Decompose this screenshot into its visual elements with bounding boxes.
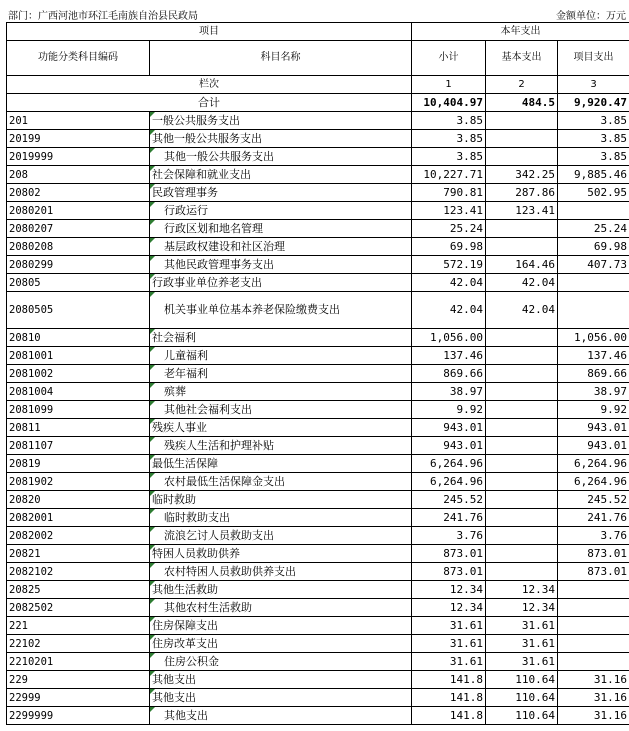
row-code: 2081099 [7, 401, 150, 419]
row-basic: 31.61 [486, 617, 558, 635]
budget-table [6, 22, 629, 725]
row-name: 残疾人事业 [150, 419, 412, 437]
row-name: 住房公积金 [150, 653, 412, 671]
row-code: 2080505 [7, 292, 150, 329]
table-row [7, 437, 629, 455]
name-header: 科目名称 [150, 41, 412, 76]
row-subtotal: 3.85 [412, 130, 486, 148]
cell-marker-icon [150, 347, 155, 352]
table-row [7, 527, 629, 545]
row-name: 其他支出 [150, 671, 412, 689]
row-basic [486, 347, 558, 365]
row-basic [486, 329, 558, 347]
row-code: 208 [7, 166, 150, 184]
row-code: 20820 [7, 491, 150, 509]
header-row-2 [7, 41, 629, 76]
code-header: 功能分类科目编码 [7, 41, 150, 76]
table-row [7, 671, 629, 689]
row-project: 69.98 [558, 238, 629, 256]
cell-marker-icon [150, 563, 155, 568]
row-code: 2081902 [7, 473, 150, 491]
row-subtotal: 3.85 [412, 148, 486, 166]
row-basic [486, 220, 558, 238]
row-name: 机关事业单位基本养老保险缴费支出 [150, 292, 412, 329]
row-name: 行政事业单位养老支出 [150, 274, 412, 292]
row-project: 3.76 [558, 527, 629, 545]
row-subtotal: 141.8 [412, 689, 486, 707]
row-basic: 31.61 [486, 653, 558, 671]
row-code: 20802 [7, 184, 150, 202]
row-code: 2210201 [7, 653, 150, 671]
row-name: 临时救助支出 [150, 509, 412, 527]
cell-marker-icon [150, 455, 155, 460]
row-basic [486, 455, 558, 473]
row-subtotal: 572.19 [412, 256, 486, 274]
row-name: 住房保障支出 [150, 617, 412, 635]
total-subtotal: 10,404.97 [412, 94, 486, 112]
total-project: 9,920.47 [558, 94, 629, 112]
row-basic [486, 383, 558, 401]
cell-marker-icon [150, 509, 155, 514]
row-project [558, 617, 629, 635]
row-code: 2080207 [7, 220, 150, 238]
table-row [7, 563, 629, 581]
table-row [7, 148, 629, 166]
row-name: 行政区划和地名管理 [150, 220, 412, 238]
table-row [7, 292, 629, 329]
row-project: 241.76 [558, 509, 629, 527]
cell-marker-icon [150, 292, 155, 297]
table-row [7, 635, 629, 653]
row-project: 869.66 [558, 365, 629, 383]
row-subtotal: 245.52 [412, 491, 486, 509]
table-row [7, 112, 629, 130]
cell-marker-icon [150, 256, 155, 261]
row-basic: 123.41 [486, 202, 558, 220]
row-name: 残疾人生活和护理补贴 [150, 437, 412, 455]
table-row [7, 689, 629, 707]
row-subtotal: 12.34 [412, 599, 486, 617]
cell-marker-icon [150, 527, 155, 532]
row-subtotal: 141.8 [412, 671, 486, 689]
cell-marker-icon [150, 401, 155, 406]
row-project: 9,885.46 [558, 166, 629, 184]
row-project: 502.95 [558, 184, 629, 202]
row-code: 20821 [7, 545, 150, 563]
row-code: 221 [7, 617, 150, 635]
row-code: 2080299 [7, 256, 150, 274]
row-basic: 12.34 [486, 599, 558, 617]
row-basic [486, 112, 558, 130]
cell-marker-icon [150, 653, 155, 658]
row-basic [486, 527, 558, 545]
row-code: 2082002 [7, 527, 150, 545]
row-basic: 342.25 [486, 166, 558, 184]
row-name: 特困人员救助供养 [150, 545, 412, 563]
row-subtotal: 943.01 [412, 437, 486, 455]
column-index-label: 栏次 [7, 76, 412, 94]
table-row [7, 419, 629, 437]
row-code: 2081001 [7, 347, 150, 365]
row-name: 其他民政管理事务支出 [150, 256, 412, 274]
cell-marker-icon [150, 274, 155, 279]
row-name: 其他支出 [150, 707, 412, 725]
row-code: 2081004 [7, 383, 150, 401]
total-basic: 484.5 [486, 94, 558, 112]
row-name: 农村特困人员救助供养支出 [150, 563, 412, 581]
row-name: 基层政权建设和社区治理 [150, 238, 412, 256]
row-subtotal: 1,056.00 [412, 329, 486, 347]
year-expense-header: 本年支出 [412, 23, 629, 41]
cell-marker-icon [150, 148, 155, 153]
table-row [7, 256, 629, 274]
row-code: 201 [7, 112, 150, 130]
cell-marker-icon [150, 184, 155, 189]
row-code: 20199 [7, 130, 150, 148]
project-header: 项目支出 [558, 41, 629, 76]
table-row [7, 202, 629, 220]
row-basic [486, 148, 558, 166]
row-project [558, 292, 629, 329]
row-subtotal: 69.98 [412, 238, 486, 256]
row-name: 殡葬 [150, 383, 412, 401]
row-project: 6,264.96 [558, 473, 629, 491]
row-subtotal: 869.66 [412, 365, 486, 383]
column-index-row [7, 76, 629, 94]
cell-marker-icon [150, 220, 155, 225]
row-basic: 12.34 [486, 581, 558, 599]
row-subtotal: 42.04 [412, 274, 486, 292]
row-basic [486, 545, 558, 563]
table-row [7, 184, 629, 202]
row-subtotal: 873.01 [412, 563, 486, 581]
row-project [558, 599, 629, 617]
row-name: 流浪乞讨人员救助支出 [150, 527, 412, 545]
row-subtotal: 241.76 [412, 509, 486, 527]
unit-label: 金额单位：万元 [556, 11, 626, 22]
table-row [7, 274, 629, 292]
row-subtotal: 10,227.71 [412, 166, 486, 184]
table-row [7, 617, 629, 635]
row-basic: 42.04 [486, 292, 558, 329]
row-basic: 110.64 [486, 689, 558, 707]
row-name: 其他支出 [150, 689, 412, 707]
column-index-1: 1 [412, 76, 486, 94]
cell-marker-icon [150, 689, 155, 694]
row-code: 2081107 [7, 437, 150, 455]
row-name: 其他生活救助 [150, 581, 412, 599]
row-code: 2299999 [7, 707, 150, 725]
table-row [7, 653, 629, 671]
row-project: 9.92 [558, 401, 629, 419]
row-name: 一般公共服务支出 [150, 112, 412, 130]
row-project: 31.16 [558, 707, 629, 725]
row-basic [486, 563, 558, 581]
row-subtotal: 12.34 [412, 581, 486, 599]
table-row [7, 707, 629, 725]
table-row [7, 545, 629, 563]
subtotal-header: 小计 [412, 41, 486, 76]
column-index-3: 3 [558, 76, 629, 94]
row-basic [486, 509, 558, 527]
header-row-1 [7, 23, 629, 41]
row-basic [486, 419, 558, 437]
row-subtotal: 141.8 [412, 707, 486, 725]
cell-marker-icon [150, 545, 155, 550]
row-name: 其他社会福利支出 [150, 401, 412, 419]
row-name: 行政运行 [150, 202, 412, 220]
row-project: 3.85 [558, 130, 629, 148]
cell-marker-icon [150, 581, 155, 586]
row-code: 20810 [7, 329, 150, 347]
row-project: 31.16 [558, 689, 629, 707]
row-code: 2019999 [7, 148, 150, 166]
row-name: 其他一般公共服务支出 [150, 130, 412, 148]
row-subtotal: 38.97 [412, 383, 486, 401]
row-subtotal: 31.61 [412, 617, 486, 635]
row-code: 20805 [7, 274, 150, 292]
row-project [558, 581, 629, 599]
table-row [7, 599, 629, 617]
department-label: 部门：广西河池市环江毛南族自治县民政局 [8, 11, 198, 22]
cell-marker-icon [150, 202, 155, 207]
row-name: 最低生活保障 [150, 455, 412, 473]
table-row [7, 401, 629, 419]
table-row [7, 347, 629, 365]
cell-marker-icon [150, 166, 155, 171]
row-name: 儿童福利 [150, 347, 412, 365]
row-code: 20825 [7, 581, 150, 599]
row-basic [486, 473, 558, 491]
row-basic [486, 130, 558, 148]
row-basic [486, 238, 558, 256]
row-project [558, 653, 629, 671]
table-row [7, 130, 629, 148]
table-row [7, 365, 629, 383]
row-code: 229 [7, 671, 150, 689]
row-subtotal: 6,264.96 [412, 473, 486, 491]
row-project: 943.01 [558, 437, 629, 455]
column-index-2: 2 [486, 76, 558, 94]
row-basic: 110.64 [486, 671, 558, 689]
row-basic: 31.61 [486, 635, 558, 653]
row-project [558, 202, 629, 220]
row-project [558, 635, 629, 653]
cell-marker-icon [150, 473, 155, 478]
row-name: 老年福利 [150, 365, 412, 383]
row-code: 2081002 [7, 365, 150, 383]
row-basic: 164.46 [486, 256, 558, 274]
cell-marker-icon [150, 112, 155, 117]
cell-marker-icon [150, 617, 155, 622]
row-subtotal: 31.61 [412, 653, 486, 671]
table-row [7, 455, 629, 473]
row-subtotal: 6,264.96 [412, 455, 486, 473]
row-name: 住房改革支出 [150, 635, 412, 653]
row-subtotal: 3.85 [412, 112, 486, 130]
row-name: 临时救助 [150, 491, 412, 509]
row-project [558, 274, 629, 292]
row-subtotal: 137.46 [412, 347, 486, 365]
row-project: 6,264.96 [558, 455, 629, 473]
row-project: 25.24 [558, 220, 629, 238]
row-project: 3.85 [558, 148, 629, 166]
row-code: 22102 [7, 635, 150, 653]
cell-marker-icon [150, 419, 155, 424]
cell-marker-icon [150, 383, 155, 388]
cell-marker-icon [150, 238, 155, 243]
row-name: 社会福利 [150, 329, 412, 347]
row-project: 407.73 [558, 256, 629, 274]
row-code: 20811 [7, 419, 150, 437]
row-basic: 287.86 [486, 184, 558, 202]
table-row [7, 166, 629, 184]
total-row [7, 94, 629, 112]
row-subtotal: 9.92 [412, 401, 486, 419]
cell-marker-icon [150, 671, 155, 676]
row-subtotal: 943.01 [412, 419, 486, 437]
row-code: 2080201 [7, 202, 150, 220]
table-row [7, 509, 629, 527]
cell-marker-icon [150, 491, 155, 496]
row-project: 1,056.00 [558, 329, 629, 347]
row-project: 38.97 [558, 383, 629, 401]
row-project: 873.01 [558, 563, 629, 581]
row-basic [486, 437, 558, 455]
row-code: 2082001 [7, 509, 150, 527]
basic-header: 基本支出 [486, 41, 558, 76]
row-name: 民政管理事务 [150, 184, 412, 202]
table-row [7, 329, 629, 347]
row-subtotal: 873.01 [412, 545, 486, 563]
row-subtotal: 3.76 [412, 527, 486, 545]
row-project: 3.85 [558, 112, 629, 130]
row-basic [486, 401, 558, 419]
row-subtotal: 42.04 [412, 292, 486, 329]
item-header: 项目 [7, 23, 412, 41]
row-code: 22999 [7, 689, 150, 707]
row-subtotal: 25.24 [412, 220, 486, 238]
row-name: 社会保障和就业支出 [150, 166, 412, 184]
row-code: 2082102 [7, 563, 150, 581]
row-project: 137.46 [558, 347, 629, 365]
row-basic: 42.04 [486, 274, 558, 292]
cell-marker-icon [150, 365, 155, 370]
total-label: 合计 [7, 94, 412, 112]
row-project: 245.52 [558, 491, 629, 509]
row-name: 其他农村生活救助 [150, 599, 412, 617]
table-row [7, 491, 629, 509]
table-row [7, 383, 629, 401]
row-subtotal: 790.81 [412, 184, 486, 202]
cell-marker-icon [150, 437, 155, 442]
row-project: 31.16 [558, 671, 629, 689]
row-code: 2082502 [7, 599, 150, 617]
table-row [7, 220, 629, 238]
row-basic: 110.64 [486, 707, 558, 725]
row-code: 2080208 [7, 238, 150, 256]
row-basic [486, 491, 558, 509]
row-subtotal: 31.61 [412, 635, 486, 653]
row-basic [486, 365, 558, 383]
row-subtotal: 123.41 [412, 202, 486, 220]
table-row [7, 238, 629, 256]
cell-marker-icon [150, 707, 155, 712]
row-project: 873.01 [558, 545, 629, 563]
row-project: 943.01 [558, 419, 629, 437]
cell-marker-icon [150, 599, 155, 604]
row-name: 农村最低生活保障金支出 [150, 473, 412, 491]
table-row [7, 581, 629, 599]
cell-marker-icon [150, 130, 155, 135]
cell-marker-icon [150, 635, 155, 640]
row-code: 20819 [7, 455, 150, 473]
row-name: 其他一般公共服务支出 [150, 148, 412, 166]
table-row [7, 473, 629, 491]
report-header [0, 0, 629, 22]
cell-marker-icon [150, 329, 155, 334]
